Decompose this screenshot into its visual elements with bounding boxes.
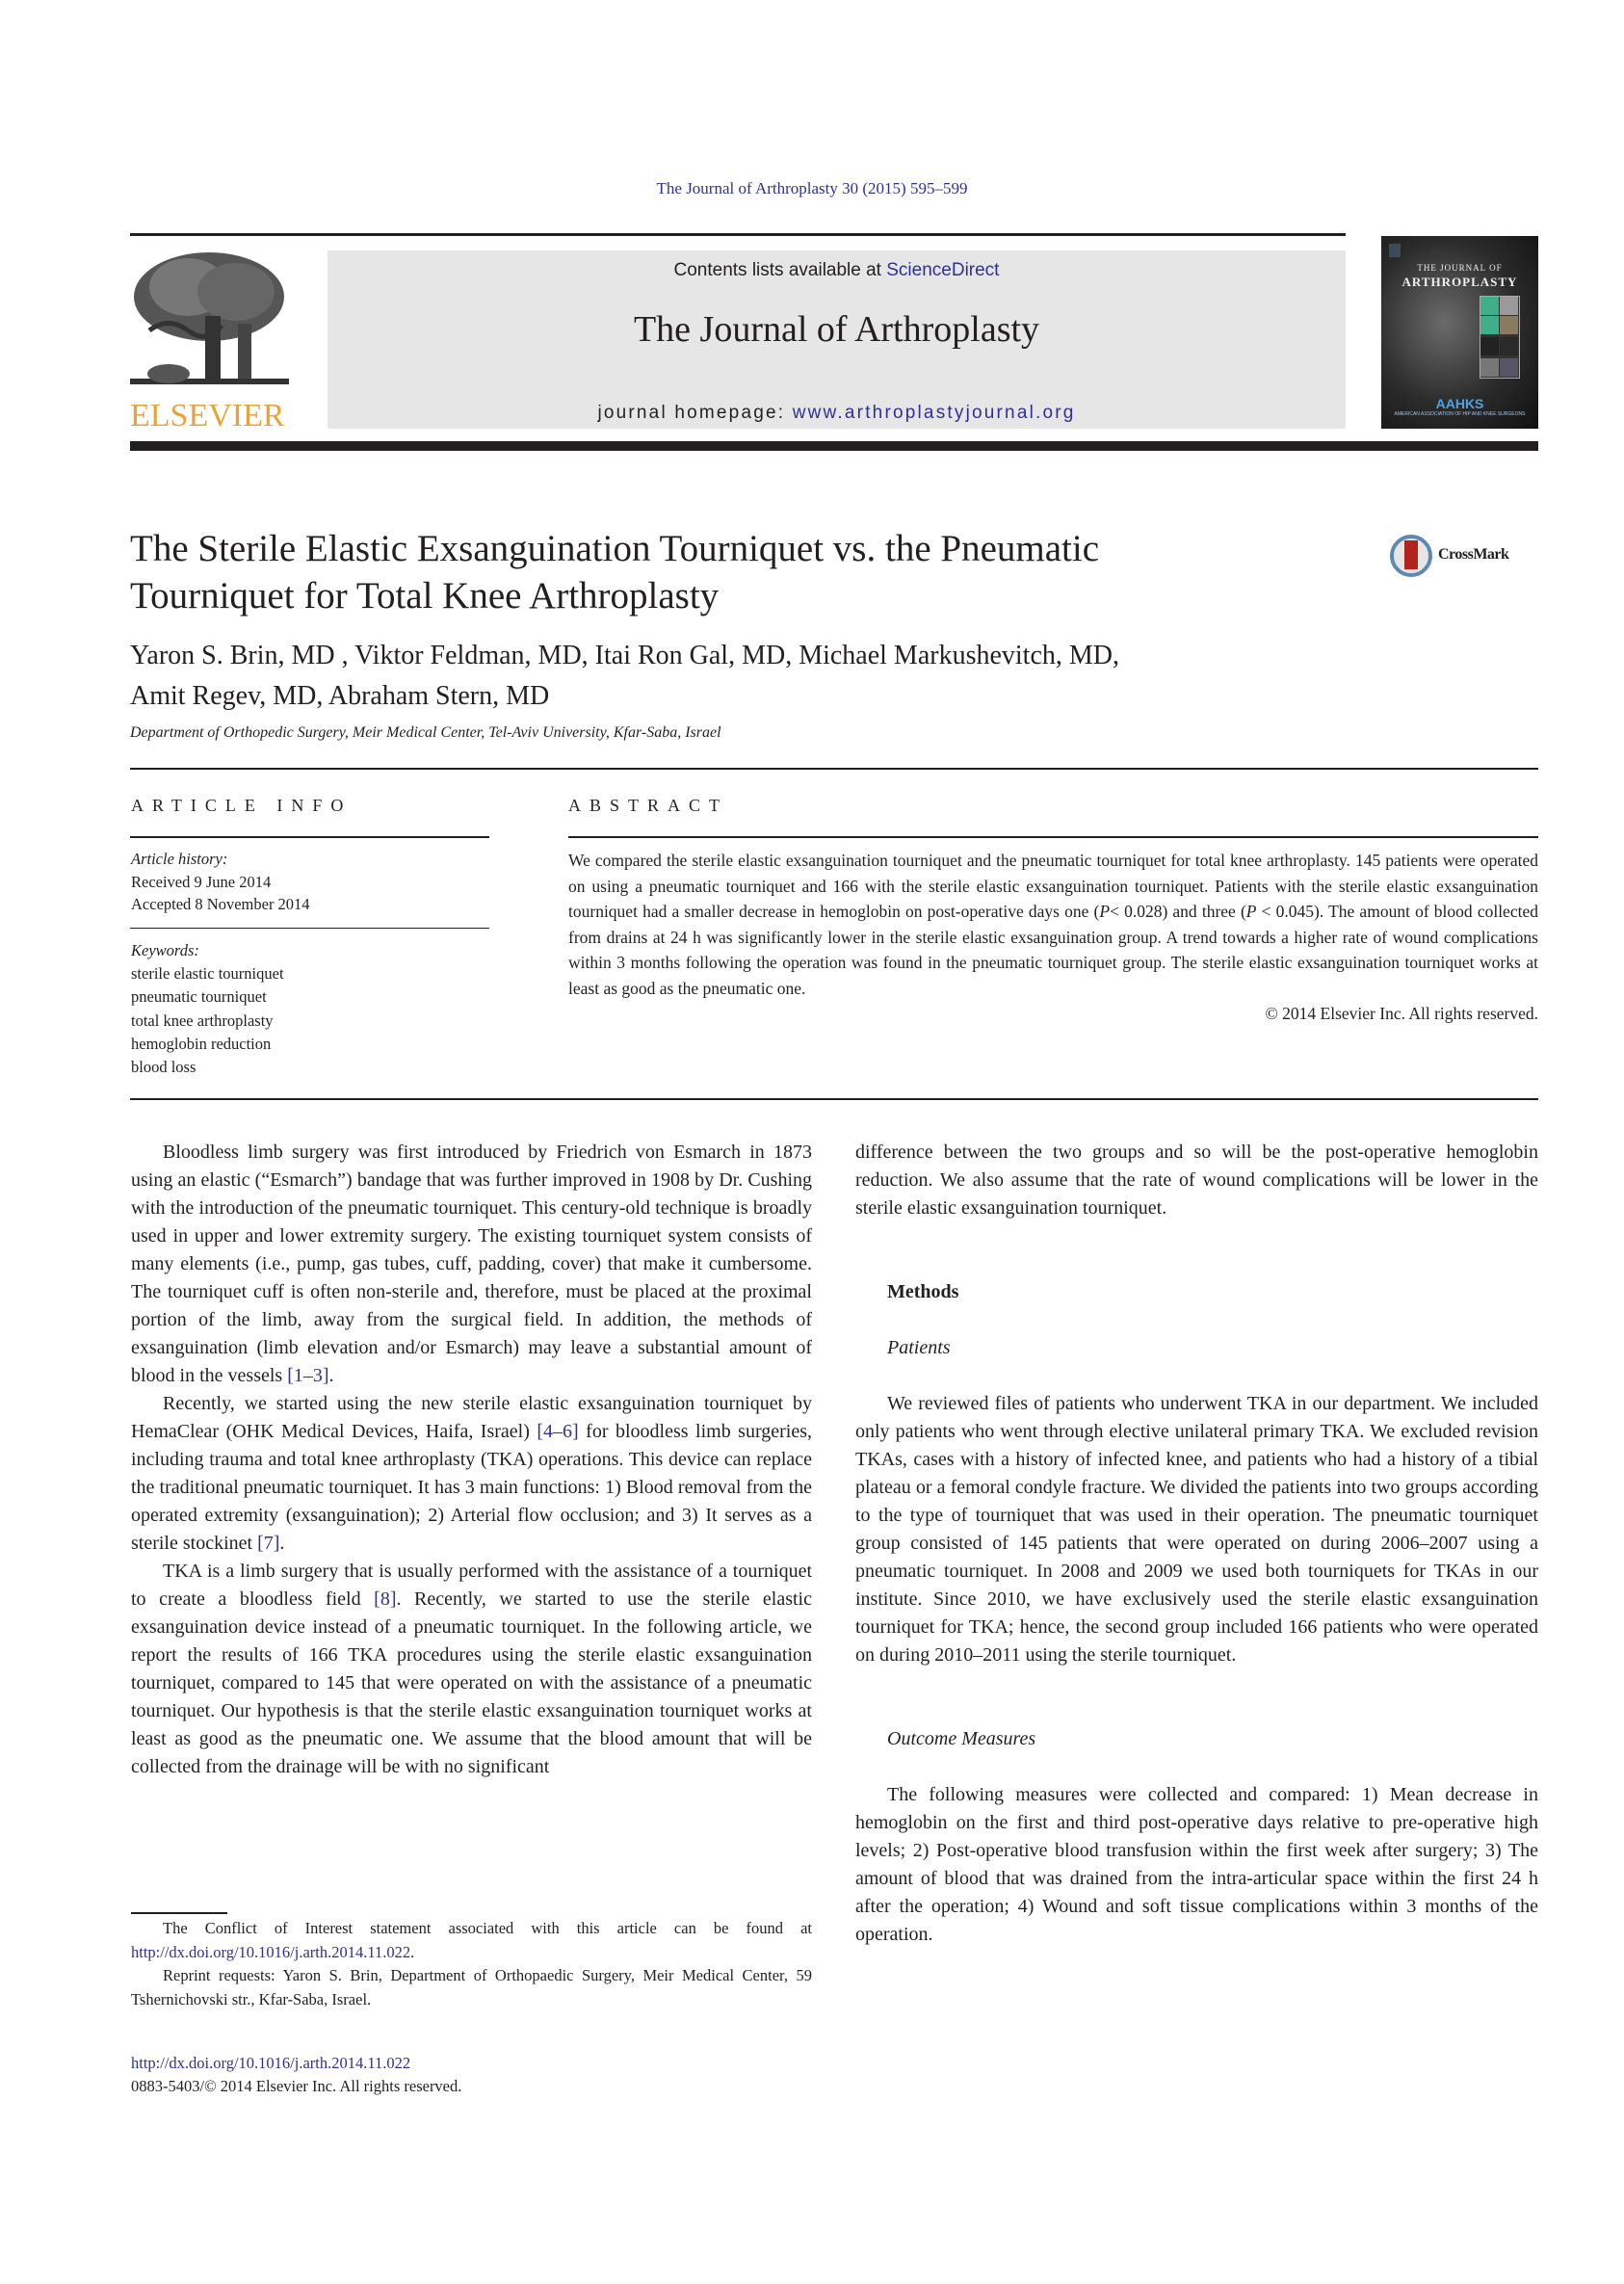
abstract-rule <box>568 836 1538 838</box>
journal-header-box <box>327 250 1346 429</box>
article-history <box>131 848 310 916</box>
abstract-copyright: © 2014 Elsevier Inc. All rights reserved. <box>1265 1004 1538 1023</box>
cover-image-cell <box>1500 297 1518 315</box>
elsevier-logo[interactable] <box>130 249 294 432</box>
p-value-label: P <box>1099 902 1111 921</box>
crossmark-icon <box>1390 535 1432 577</box>
abstract-text <box>568 848 1538 1001</box>
article-info-divider <box>130 928 489 929</box>
coi-footnote: The Conflict of Interest statement associated with this article can be found at http://dx.doi.org/10.1016/j.arth.2014.11.022. <box>131 1919 812 1961</box>
affiliation: Department of Orthopedic Surgery, Meir Medical Center, Tel-Aviv University, Kfar-Saba, Israel <box>130 724 721 741</box>
paragraph-text: TKA is a limb surgery that is usually performed with the assistance of a tourniquet to create a bloodless field <box>131 1561 812 1610</box>
cover-xray-images <box>1480 296 1520 379</box>
author-list <box>130 636 1286 717</box>
cover-elsevier-icon <box>1389 244 1401 257</box>
footnote-text: The Conflict of Interest statement associated with this article can be found at <box>163 1919 812 1937</box>
header-top-rule <box>130 233 1346 236</box>
abstract-text-part: < 0.028) and three ( <box>1110 902 1246 921</box>
keywords-block <box>131 939 284 1079</box>
cover-image-cell <box>1480 297 1499 315</box>
footnote-rule <box>131 1912 227 1914</box>
abstract-bottom-rule <box>130 1098 1538 1100</box>
article-info-rule <box>130 836 489 838</box>
body-column-right <box>855 1139 1538 1949</box>
article-title: The Sterile Elastic Exsanguination Tourniquet vs. the Pneumatic Tourniquet for Total Knee Arthroplasty <box>130 528 1100 617</box>
authors-line-2: Amit Regev, MD, Abraham Stern, MD <box>130 681 550 711</box>
doi-block <box>131 2052 461 2098</box>
abstract-text-part: We compared the sterile elastic exsanguination tourniquet and the pneumatic tourniquet for total knee arthroplasty. 145 patients were operated on using a pneumatic tourniquet and 166 with the sterile elastic exsanguination tourniquet. Patients with the sterile elastic exsanguination tourniquet had a smaller decrease in hemoglobin on post-operative days one ( <box>568 851 1538 921</box>
keyword-item: hemoglobin reduction <box>131 1034 272 1053</box>
p-value-label: P <box>1245 902 1257 921</box>
paragraph: Bloodless limb surgery was first introduced by Friedrich von Esmarch in 1873 using an elastic (“Esmarch”) bandage that was further improved in 1908 by Dr. Cushing with the introduction of the pneumatic tourniquet. This century-old technique is broadly used in upper and lower extremity surgery. The existing tourniquet system consists of many elements (i.e., pump, gas tubes, cuff, padding, cover) that make it cumbersome. The tourniquet cuff is often non-sterile and, therefore, must be placed at the proximal portion of the limb, away from the surgical field. In addition, the methods of exsanguination (limb elevation and/or Esmarch) may leave a substantial amount of blood in the vessels [1–3]. <box>131 1142 812 1386</box>
cover-image-cell <box>1480 337 1499 355</box>
crossmark-label: CrossMark <box>1438 546 1509 563</box>
coi-link[interactable]: http://dx.doi.org/10.1016/j.arth.2014.11.022 <box>131 1942 411 1961</box>
cover-image-cell <box>1500 358 1518 377</box>
paragraph-text: . Recently, we started to use the sterile elastic exsanguination device instead of a pneumatic tourniquet. In the following article, we report the results of 166 TKA procedures using the sterile elastic exsanguination tourniquet, compared to 145 that were operated on with the assistance of a pneumatic tourniquet. Our hypothesis is that the sterile elastic exsanguination tourniquet works at least as good as the pneumatic one. We assume that the blood amount that will be collected from the drainage will be with no significant <box>131 1588 812 1777</box>
crossmark-button[interactable] <box>1390 535 1554 583</box>
cover-image-cell <box>1480 358 1499 377</box>
cover-title-main: ARTHROPLASTY <box>1401 275 1518 289</box>
reference-link[interactable]: [8] <box>374 1588 397 1610</box>
doi-link[interactable]: http://dx.doi.org/10.1016/j.arth.2014.11.022 <box>131 2054 411 2072</box>
sciencedirect-link[interactable]: ScienceDirect <box>886 260 1000 280</box>
cover-image-cell <box>1500 316 1518 334</box>
elsevier-tree-icon <box>130 249 289 393</box>
homepage-prefix: journal homepage: <box>597 403 793 423</box>
body-column-left <box>131 1139 812 1781</box>
keywords-label: Keywords: <box>131 941 199 959</box>
aahks-subtitle: AMERICAN ASSOCIATION OF HIP AND KNEE SURGEONS <box>1394 411 1526 417</box>
keyword-item: blood loss <box>131 1058 196 1077</box>
crossmark-ribbon <box>1404 540 1418 569</box>
subsection-heading-outcome: Outcome Measures <box>887 1728 1036 1749</box>
header-thick-rule <box>130 441 1538 451</box>
cover-title-top: THE JOURNAL OF <box>1417 263 1503 273</box>
cover-image-cell <box>1500 337 1518 355</box>
article-info-heading: ARTICLE INFO <box>131 796 353 815</box>
paragraph-text: Bloodless limb surgery was first introduced by Friedrich von Esmarch in 1873 using an elastic (“Esmarch”) bandage that was further improved in 1908 by Dr. Cushing with the introduction of the pneumatic tourniquet. This century-old technique is broadly used in upper and lower extremity surgery. The existing tourniquet system consists of many elements (i.e., pump, gas tubes, cuff, padding, cover) that make it cumbersome. The tourniquet cuff is often non-sterile and, therefore, must be placed at the proximal portion of the limb, away from the surgical field. In addition, the methods of exsanguination (limb elevation and/or Esmarch) may leave a substantial amount of blood in the vessels <box>131 1142 812 1386</box>
homepage-link[interactable]: www.arthroplastyjournal.org <box>792 403 1076 423</box>
section-rule <box>130 768 1538 770</box>
reference-link[interactable]: [1–3] <box>287 1365 329 1386</box>
footnotes <box>131 1917 812 2011</box>
paragraph: difference between the two groups and so will be the post-operative hemoglobin reduction. We also assume that the rate of wound complications will be lower in the sterile elastic exsanguination tourniquet. <box>855 1142 1538 1219</box>
journal-cover-image[interactable] <box>1381 236 1538 429</box>
aahks-logo: AAHKS <box>1435 396 1484 411</box>
paragraph-text: for bloodless limb surgeries, including trauma and total knee arthroplasty (TKA) operations. This device can replace the traditional pneumatic tourniquet. It has 3 main functions: 1) Blood removal from the operated extremity (exsanguination); 2) Arterial flow occlusion; and 3) It serves as a sterile stockinet <box>131 1421 813 1554</box>
journal-citation[interactable]: The Journal of Arthroplasty 30 (2015) 595–599 <box>656 179 968 197</box>
reprint-footnote: Reprint requests: Yaron S. Brin, Department of Orthopaedic Surgery, Meir Medical Center, 59 Tshernichovski str., Kfar-Saba, Israel. <box>131 1966 812 2008</box>
paragraph: The following measures were collected and compared: 1) Mean decrease in hemoglobin on the first and third post-operative days relative to pre-operative high levels; 2) Post-operative blood transfusion within the first week after surgery; 3) The amount of blood that was drained from the intra-articular space within the first 24 h after the operation; 4) Wound and soft tissue complications within 3 months of the operation. <box>855 1784 1538 1945</box>
abstract-body <box>568 848 1538 1027</box>
reference-link[interactable]: [7] <box>257 1533 280 1554</box>
keyword-item: sterile elastic tourniquet <box>131 964 284 984</box>
journal-title: The Journal of Arthroplasty <box>633 309 1040 350</box>
paragraph: Recently, we started using the new sterile elastic exsanguination tourniquet by HemaClear (OHK Medical Devices, Haifa, Israel) [4–6] for bloodless limb surgeries, including trauma and total knee arthroplasty (TKA) operations. This device can replace the traditional pneumatic tourniquet. It has 3 main functions: 1) Blood removal from the operated extremity (exsanguination); 2) Arterial flow occlusion; and 3) It serves as a sterile stockinet [7]. <box>131 1393 813 1554</box>
subsection-heading-patients: Patients <box>887 1337 951 1358</box>
reference-link[interactable]: [4–6] <box>537 1421 579 1442</box>
issn-copyright: 0883-5403/© 2014 Elsevier Inc. All rights reserved. <box>131 2077 462 2095</box>
abstract-text-part: < 0.045). The amount of blood collected from drains at 24 h was significantly lower in the sterile elastic exsanguination group. A trend towards a higher rate of wound complications within 3 months following the operation was found in the pneumatic tourniquet group. The sterile elastic exsanguination tourniquet works at least as good as the pneumatic one. <box>568 902 1538 998</box>
paragraph <box>131 1558 812 1781</box>
paragraph: We reviewed files of patients who underwent TKA in our department. We included only patients who went through elective unilateral primary TKA. We excluded revision TKAs, cases with a history of infected knee, and patients who had a history of a tibial plateau or a femoral condyle fracture. We divided the patients into two groups according to the type of tourniquet that was used in their operation. The pneumatic tourniquet group consisted of 145 patients that were operated on during 2006–2007 using a pneumatic tourniquet. In 2008 and 2009 we used both tourniquets for TKAs in our institute. Since 2010, we have exclusively used the sterile elastic exsanguination tourniquet for TKA; hence, the second group included 166 patients who were operated on during 2010–2011 using the sterile tourniquet. <box>855 1393 1538 1666</box>
section-heading-methods: Methods <box>887 1281 959 1302</box>
authors-line-1: Yaron S. Brin, MD , Viktor Feldman, MD, Itai Ron Gal, MD, Michael Markushevitch, MD, <box>130 641 1120 670</box>
keyword-item: pneumatic tourniquet <box>131 987 267 1007</box>
accepted-date: Accepted 8 November 2014 <box>131 895 310 913</box>
contents-line <box>327 260 1346 281</box>
history-label: Article history: <box>131 850 228 868</box>
cover-image-cell <box>1480 316 1499 334</box>
paragraph-text: Recently, we started using the new sterile elastic exsanguination tourniquet by HemaClear (OHK Medical Devices, Haifa, Israel) <box>131 1393 812 1442</box>
contents-prefix: Contents lists available at <box>673 260 887 280</box>
elsevier-wordmark: ELSEVIER <box>130 398 285 433</box>
keyword-item: total knee arthroplasty <box>131 1011 274 1030</box>
homepage-line <box>327 403 1346 424</box>
abstract-heading: ABSTRACT <box>568 796 729 815</box>
received-date: Received 9 June 2014 <box>131 872 272 891</box>
